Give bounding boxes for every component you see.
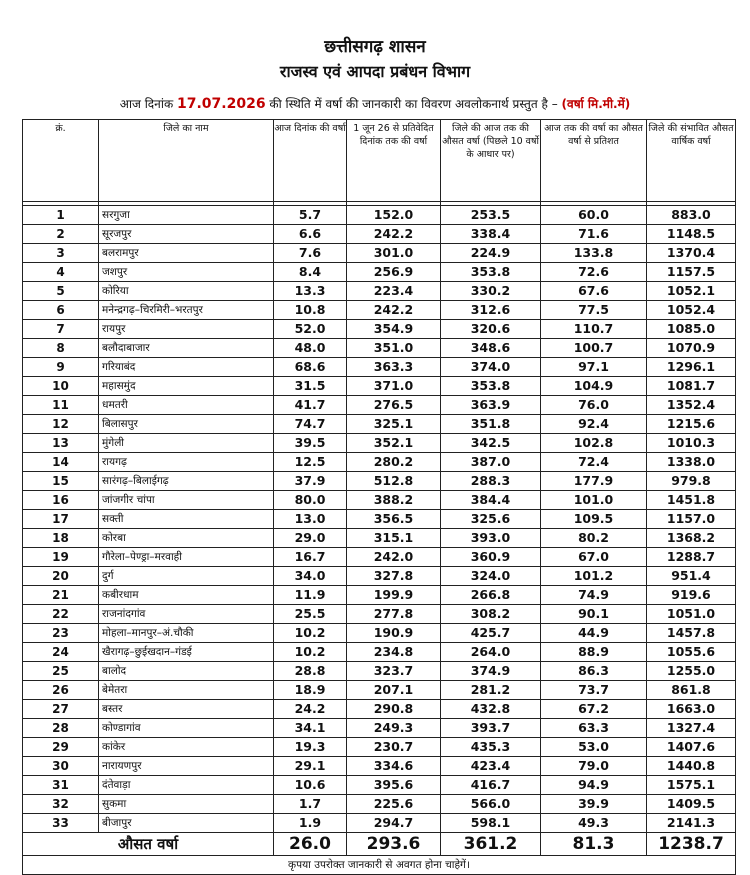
column-header-district: जिले का नाम bbox=[99, 120, 274, 202]
season-rain-cell: 334.6 bbox=[347, 757, 441, 776]
table-row bbox=[23, 491, 736, 510]
serial-number-cell: 21 bbox=[23, 586, 99, 605]
table-row bbox=[23, 662, 736, 681]
season-rain-cell: 395.6 bbox=[347, 776, 441, 795]
average-rain-cell: 325.6 bbox=[441, 510, 541, 529]
season-rain-cell: 512.8 bbox=[347, 472, 441, 491]
average-rain-cell: 320.6 bbox=[441, 320, 541, 339]
annual-average-cell: 1081.7 bbox=[647, 377, 736, 396]
annual-average-cell: 883.0 bbox=[647, 206, 736, 225]
table-row bbox=[23, 548, 736, 567]
district-name-cell: सरगुजा bbox=[99, 206, 274, 225]
percentage-cell: 100.7 bbox=[541, 339, 647, 358]
district-name-cell: बालोद bbox=[99, 662, 274, 681]
today-rain-cell: 18.9 bbox=[274, 681, 347, 700]
table-row bbox=[23, 244, 736, 263]
annual-average-cell: 1407.6 bbox=[647, 738, 736, 757]
district-name-cell: कांकेर bbox=[99, 738, 274, 757]
season-rain-cell: 230.7 bbox=[347, 738, 441, 757]
intro-middle: की स्थिति में वर्षा की जानकारी का विवरण अवलोकनार्थ प्रस्तुत है – bbox=[269, 97, 558, 111]
season-rain-cell: 315.1 bbox=[347, 529, 441, 548]
district-name-cell: राजनांदगांव bbox=[99, 605, 274, 624]
season-rain-cell: 327.8 bbox=[347, 567, 441, 586]
serial-number-cell: 28 bbox=[23, 719, 99, 738]
government-title: छत्तीसगढ़ शासन bbox=[324, 37, 426, 57]
annual-average-cell: 1327.4 bbox=[647, 719, 736, 738]
district-name-cell: सूरजपुर bbox=[99, 225, 274, 244]
serial-number-cell: 9 bbox=[23, 358, 99, 377]
serial-number-cell: 30 bbox=[23, 757, 99, 776]
district-name-cell: महासमुंद bbox=[99, 377, 274, 396]
season-rain-cell: 223.4 bbox=[347, 282, 441, 301]
serial-number-cell: 31 bbox=[23, 776, 99, 795]
annual-average-cell: 1575.1 bbox=[647, 776, 736, 795]
average-rain-cell: 353.8 bbox=[441, 377, 541, 396]
percentage-cell: 60.0 bbox=[541, 206, 647, 225]
district-name-cell: नारायणपुर bbox=[99, 757, 274, 776]
district-name-cell: बलौदाबाजार bbox=[99, 339, 274, 358]
today-rain-cell: 1.7 bbox=[274, 795, 347, 814]
today-rain-cell: 52.0 bbox=[274, 320, 347, 339]
season-rain-cell: 325.1 bbox=[347, 415, 441, 434]
annual-average-cell: 1255.0 bbox=[647, 662, 736, 681]
annual-average-cell: 1288.7 bbox=[647, 548, 736, 567]
annual-average-cell: 1457.8 bbox=[647, 624, 736, 643]
today-rain-cell: 10.2 bbox=[274, 643, 347, 662]
footer-note-row bbox=[23, 856, 736, 875]
season-rain-cell: 371.0 bbox=[347, 377, 441, 396]
annual-average-cell: 2141.3 bbox=[647, 814, 736, 833]
season-rain-cell: 242.0 bbox=[347, 548, 441, 567]
today-rain-cell: 16.7 bbox=[274, 548, 347, 567]
percentage-cell: 53.0 bbox=[541, 738, 647, 757]
percentage-cell: 67.0 bbox=[541, 548, 647, 567]
annual-average-cell: 1451.8 bbox=[647, 491, 736, 510]
percentage-cell: 80.2 bbox=[541, 529, 647, 548]
total-season-rain: 293.6 bbox=[347, 833, 441, 856]
average-rain-cell: 281.2 bbox=[441, 681, 541, 700]
season-rain-cell: 234.8 bbox=[347, 643, 441, 662]
today-rain-cell: 12.5 bbox=[274, 453, 347, 472]
annual-average-cell: 1215.6 bbox=[647, 415, 736, 434]
average-rain-cell: 266.8 bbox=[441, 586, 541, 605]
column-header-season-rain: 1 जून 26 से प्रतिवेदित दिनांक तक की वर्षा bbox=[347, 120, 441, 202]
season-rain-cell: 294.7 bbox=[347, 814, 441, 833]
table-row bbox=[23, 453, 736, 472]
annual-average-cell: 951.4 bbox=[647, 567, 736, 586]
percentage-cell: 97.1 bbox=[541, 358, 647, 377]
footer-note: कृपया उपरोक्त जानकारी से अवगत होना चाहेगें। bbox=[23, 856, 736, 875]
table-row bbox=[23, 510, 736, 529]
season-rain-cell: 290.8 bbox=[347, 700, 441, 719]
table-body bbox=[23, 202, 736, 833]
intro-prefix: आज दिनांक bbox=[119, 97, 174, 111]
season-rain-cell: 249.3 bbox=[347, 719, 441, 738]
season-rain-cell: 277.8 bbox=[347, 605, 441, 624]
season-rain-cell: 199.9 bbox=[347, 586, 441, 605]
table-row bbox=[23, 263, 736, 282]
annual-average-cell: 1148.5 bbox=[647, 225, 736, 244]
average-rain-cell: 384.4 bbox=[441, 491, 541, 510]
table-row bbox=[23, 814, 736, 833]
district-name-cell: गरियाबंद bbox=[99, 358, 274, 377]
serial-number-cell: 4 bbox=[23, 263, 99, 282]
today-rain-cell: 39.5 bbox=[274, 434, 347, 453]
district-name-cell: मुंगेली bbox=[99, 434, 274, 453]
annual-average-cell: 1338.0 bbox=[647, 453, 736, 472]
total-label: औसत वर्षा bbox=[23, 833, 274, 856]
season-rain-cell: 242.2 bbox=[347, 301, 441, 320]
average-rain-cell: 253.5 bbox=[441, 206, 541, 225]
report-date: 17.07.2026 bbox=[177, 96, 266, 112]
average-rain-cell: 348.6 bbox=[441, 339, 541, 358]
season-rain-cell: 207.1 bbox=[347, 681, 441, 700]
unit-label: (वर्षा मि.मी.में) bbox=[561, 97, 631, 111]
season-rain-cell: 242.2 bbox=[347, 225, 441, 244]
percentage-cell: 63.3 bbox=[541, 719, 647, 738]
serial-number-cell: 10 bbox=[23, 377, 99, 396]
district-name-cell: रायपुर bbox=[99, 320, 274, 339]
district-name-cell: कोण्डागांव bbox=[99, 719, 274, 738]
season-rain-cell: 323.7 bbox=[347, 662, 441, 681]
column-header-today-rain: आज दिनांक की वर्षा bbox=[274, 120, 347, 202]
today-rain-cell: 13.3 bbox=[274, 282, 347, 301]
table-row bbox=[23, 605, 736, 624]
average-rain-cell: 330.2 bbox=[441, 282, 541, 301]
annual-average-cell: 1296.1 bbox=[647, 358, 736, 377]
district-name-cell: मोहला–मानपुर–अं.चौकी bbox=[99, 624, 274, 643]
today-rain-cell: 6.6 bbox=[274, 225, 347, 244]
total-percentage: 81.3 bbox=[541, 833, 647, 856]
table-row bbox=[23, 795, 736, 814]
table-row bbox=[23, 643, 736, 662]
annual-average-cell: 1010.3 bbox=[647, 434, 736, 453]
today-rain-cell: 1.9 bbox=[274, 814, 347, 833]
serial-number-cell: 16 bbox=[23, 491, 99, 510]
serial-number-cell: 8 bbox=[23, 339, 99, 358]
average-rain-cell: 393.0 bbox=[441, 529, 541, 548]
today-rain-cell: 11.9 bbox=[274, 586, 347, 605]
average-rain-cell: 338.4 bbox=[441, 225, 541, 244]
district-name-cell: बीजापुर bbox=[99, 814, 274, 833]
today-rain-cell: 7.6 bbox=[274, 244, 347, 263]
today-rain-cell: 10.6 bbox=[274, 776, 347, 795]
serial-number-cell: 3 bbox=[23, 244, 99, 263]
annual-average-cell: 979.8 bbox=[647, 472, 736, 491]
percentage-cell: 177.9 bbox=[541, 472, 647, 491]
serial-number-cell: 20 bbox=[23, 567, 99, 586]
table-row bbox=[23, 757, 736, 776]
table-row bbox=[23, 776, 736, 795]
today-rain-cell: 34.1 bbox=[274, 719, 347, 738]
annual-average-cell: 1368.2 bbox=[647, 529, 736, 548]
percentage-cell: 49.3 bbox=[541, 814, 647, 833]
percentage-cell: 133.8 bbox=[541, 244, 647, 263]
table-row bbox=[23, 377, 736, 396]
annual-average-cell: 1663.0 bbox=[647, 700, 736, 719]
annual-average-cell: 1055.6 bbox=[647, 643, 736, 662]
annual-average-cell: 1052.4 bbox=[647, 301, 736, 320]
report-intro-line bbox=[0, 95, 750, 112]
average-rain-cell: 360.9 bbox=[441, 548, 541, 567]
percentage-cell: 88.9 bbox=[541, 643, 647, 662]
percentage-cell: 101.0 bbox=[541, 491, 647, 510]
serial-number-cell: 17 bbox=[23, 510, 99, 529]
serial-number-cell: 33 bbox=[23, 814, 99, 833]
percentage-cell: 67.2 bbox=[541, 700, 647, 719]
serial-number-cell: 6 bbox=[23, 301, 99, 320]
today-rain-cell: 80.0 bbox=[274, 491, 347, 510]
season-rain-cell: 351.0 bbox=[347, 339, 441, 358]
season-rain-cell: 276.5 bbox=[347, 396, 441, 415]
average-rain-cell: 432.8 bbox=[441, 700, 541, 719]
average-rain-cell: 425.7 bbox=[441, 624, 541, 643]
today-rain-cell: 34.0 bbox=[274, 567, 347, 586]
today-rain-cell: 29.0 bbox=[274, 529, 347, 548]
percentage-cell: 73.7 bbox=[541, 681, 647, 700]
today-rain-cell: 41.7 bbox=[274, 396, 347, 415]
average-rain-cell: 374.9 bbox=[441, 662, 541, 681]
today-rain-cell: 37.9 bbox=[274, 472, 347, 491]
district-name-cell: सुकमा bbox=[99, 795, 274, 814]
season-rain-cell: 256.9 bbox=[347, 263, 441, 282]
table-row bbox=[23, 415, 736, 434]
district-name-cell: सक्ती bbox=[99, 510, 274, 529]
serial-number-cell: 13 bbox=[23, 434, 99, 453]
column-header-serial: क्रं. bbox=[23, 120, 99, 202]
table-row bbox=[23, 225, 736, 244]
serial-number-cell: 2 bbox=[23, 225, 99, 244]
table-row bbox=[23, 624, 736, 643]
serial-number-cell: 27 bbox=[23, 700, 99, 719]
annual-average-cell: 1157.0 bbox=[647, 510, 736, 529]
average-rain-cell: 566.0 bbox=[441, 795, 541, 814]
today-rain-cell: 24.2 bbox=[274, 700, 347, 719]
table-row bbox=[23, 339, 736, 358]
district-name-cell: मनेन्द्रगढ़–चिरमिरी–भरतपुर bbox=[99, 301, 274, 320]
today-rain-cell: 8.4 bbox=[274, 263, 347, 282]
district-name-cell: दुर्ग bbox=[99, 567, 274, 586]
table-summary bbox=[23, 833, 736, 875]
percentage-cell: 109.5 bbox=[541, 510, 647, 529]
season-rain-cell: 280.2 bbox=[347, 453, 441, 472]
season-rain-cell: 352.1 bbox=[347, 434, 441, 453]
table-row bbox=[23, 738, 736, 757]
district-name-cell: जशपुर bbox=[99, 263, 274, 282]
district-name-cell: धमतरी bbox=[99, 396, 274, 415]
today-rain-cell: 68.6 bbox=[274, 358, 347, 377]
district-name-cell: बिलासपुर bbox=[99, 415, 274, 434]
rainfall-table bbox=[22, 119, 736, 875]
percentage-cell: 110.7 bbox=[541, 320, 647, 339]
serial-number-cell: 32 bbox=[23, 795, 99, 814]
table-row bbox=[23, 472, 736, 491]
today-rain-cell: 13.0 bbox=[274, 510, 347, 529]
annual-average-cell: 1352.4 bbox=[647, 396, 736, 415]
today-rain-cell: 5.7 bbox=[274, 206, 347, 225]
season-rain-cell: 388.2 bbox=[347, 491, 441, 510]
percentage-cell: 86.3 bbox=[541, 662, 647, 681]
serial-number-cell: 19 bbox=[23, 548, 99, 567]
average-rain-cell: 363.9 bbox=[441, 396, 541, 415]
column-header-annual-average: जिले की संभावित औसत वार्षिक वर्षा bbox=[647, 120, 736, 202]
district-name-cell: बेमेतरा bbox=[99, 681, 274, 700]
district-name-cell: बलरामपुर bbox=[99, 244, 274, 263]
today-rain-cell: 74.7 bbox=[274, 415, 347, 434]
average-rain-cell: 224.9 bbox=[441, 244, 541, 263]
season-rain-cell: 225.6 bbox=[347, 795, 441, 814]
percentage-cell: 39.9 bbox=[541, 795, 647, 814]
table-row bbox=[23, 434, 736, 453]
annual-average-cell: 919.6 bbox=[647, 586, 736, 605]
average-rain-cell: 288.3 bbox=[441, 472, 541, 491]
percentage-cell: 104.9 bbox=[541, 377, 647, 396]
average-rain-cell: 351.8 bbox=[441, 415, 541, 434]
table-row bbox=[23, 681, 736, 700]
average-rain-cell: 423.4 bbox=[441, 757, 541, 776]
season-rain-cell: 356.5 bbox=[347, 510, 441, 529]
district-name-cell: कोरिया bbox=[99, 282, 274, 301]
season-rain-cell: 354.9 bbox=[347, 320, 441, 339]
annual-average-cell: 1085.0 bbox=[647, 320, 736, 339]
average-rain-cell: 312.6 bbox=[441, 301, 541, 320]
annual-average-cell: 1051.0 bbox=[647, 605, 736, 624]
total-average-rain: 361.2 bbox=[441, 833, 541, 856]
percentage-cell: 72.4 bbox=[541, 453, 647, 472]
average-rain-cell: 435.3 bbox=[441, 738, 541, 757]
annual-average-cell: 861.8 bbox=[647, 681, 736, 700]
today-rain-cell: 31.5 bbox=[274, 377, 347, 396]
serial-number-cell: 1 bbox=[23, 206, 99, 225]
district-name-cell: रायगढ़ bbox=[99, 453, 274, 472]
average-rain-cell: 324.0 bbox=[441, 567, 541, 586]
serial-number-cell: 26 bbox=[23, 681, 99, 700]
annual-average-cell: 1440.8 bbox=[647, 757, 736, 776]
district-name-cell: गौरेला–पेण्ड्रा–मरवाही bbox=[99, 548, 274, 567]
table-row bbox=[23, 567, 736, 586]
average-rain-cell: 353.8 bbox=[441, 263, 541, 282]
annual-average-cell: 1052.1 bbox=[647, 282, 736, 301]
average-rain-cell: 264.0 bbox=[441, 643, 541, 662]
total-row bbox=[23, 833, 736, 856]
percentage-cell: 67.6 bbox=[541, 282, 647, 301]
serial-number-cell: 14 bbox=[23, 453, 99, 472]
percentage-cell: 94.9 bbox=[541, 776, 647, 795]
district-name-cell: बस्तर bbox=[99, 700, 274, 719]
serial-number-cell: 18 bbox=[23, 529, 99, 548]
total-today-rain: 26.0 bbox=[274, 833, 347, 856]
percentage-cell: 77.5 bbox=[541, 301, 647, 320]
serial-number-cell: 5 bbox=[23, 282, 99, 301]
table-row bbox=[23, 301, 736, 320]
serial-number-cell: 12 bbox=[23, 415, 99, 434]
district-name-cell: जांजगीर चांपा bbox=[99, 491, 274, 510]
serial-number-cell: 11 bbox=[23, 396, 99, 415]
serial-number-cell: 29 bbox=[23, 738, 99, 757]
season-rain-cell: 363.3 bbox=[347, 358, 441, 377]
average-rain-cell: 393.7 bbox=[441, 719, 541, 738]
annual-average-cell: 1370.4 bbox=[647, 244, 736, 263]
today-rain-cell: 19.3 bbox=[274, 738, 347, 757]
average-rain-cell: 342.5 bbox=[441, 434, 541, 453]
percentage-cell: 101.2 bbox=[541, 567, 647, 586]
today-rain-cell: 28.8 bbox=[274, 662, 347, 681]
department-title: राजस्व एवं आपदा प्रबंधन विभाग bbox=[279, 62, 471, 81]
column-header-average-rain: जिले की आज तक की औसत वर्षा (पिछले 10 वर्षो के आधार पर) bbox=[441, 120, 541, 202]
today-rain-cell: 29.1 bbox=[274, 757, 347, 776]
serial-number-cell: 24 bbox=[23, 643, 99, 662]
district-name-cell: दंतेवाड़ा bbox=[99, 776, 274, 795]
table-row bbox=[23, 396, 736, 415]
table-row bbox=[23, 700, 736, 719]
average-rain-cell: 416.7 bbox=[441, 776, 541, 795]
table-row bbox=[23, 358, 736, 377]
district-name-cell: खैरागढ़–छुईखदान–गंडई bbox=[99, 643, 274, 662]
serial-number-cell: 25 bbox=[23, 662, 99, 681]
percentage-cell: 92.4 bbox=[541, 415, 647, 434]
percentage-cell: 76.0 bbox=[541, 396, 647, 415]
table-row bbox=[23, 586, 736, 605]
serial-number-cell: 15 bbox=[23, 472, 99, 491]
table-row bbox=[23, 719, 736, 738]
percentage-cell: 102.8 bbox=[541, 434, 647, 453]
annual-average-cell: 1157.5 bbox=[647, 263, 736, 282]
table-header-row bbox=[23, 120, 736, 202]
table-row bbox=[23, 282, 736, 301]
annual-average-cell: 1409.5 bbox=[647, 795, 736, 814]
district-name-cell: कबीरधाम bbox=[99, 586, 274, 605]
percentage-cell: 72.6 bbox=[541, 263, 647, 282]
table-row bbox=[23, 206, 736, 225]
season-rain-cell: 152.0 bbox=[347, 206, 441, 225]
today-rain-cell: 10.8 bbox=[274, 301, 347, 320]
average-rain-cell: 374.0 bbox=[441, 358, 541, 377]
annual-average-cell: 1070.9 bbox=[647, 339, 736, 358]
table-row bbox=[23, 529, 736, 548]
average-rain-cell: 598.1 bbox=[441, 814, 541, 833]
table-row bbox=[23, 320, 736, 339]
district-name-cell: सारंगढ़–बिलाईगढ़ bbox=[99, 472, 274, 491]
today-rain-cell: 48.0 bbox=[274, 339, 347, 358]
column-header-percentage: आज तक की वर्षा का औसत वर्षा से प्रतिशत bbox=[541, 120, 647, 202]
percentage-cell: 71.6 bbox=[541, 225, 647, 244]
serial-number-cell: 22 bbox=[23, 605, 99, 624]
serial-number-cell: 7 bbox=[23, 320, 99, 339]
average-rain-cell: 387.0 bbox=[441, 453, 541, 472]
season-rain-cell: 190.9 bbox=[347, 624, 441, 643]
today-rain-cell: 10.2 bbox=[274, 624, 347, 643]
percentage-cell: 74.9 bbox=[541, 586, 647, 605]
percentage-cell: 90.1 bbox=[541, 605, 647, 624]
serial-number-cell: 23 bbox=[23, 624, 99, 643]
season-rain-cell: 301.0 bbox=[347, 244, 441, 263]
percentage-cell: 44.9 bbox=[541, 624, 647, 643]
average-rain-cell: 308.2 bbox=[441, 605, 541, 624]
total-annual-average: 1238.7 bbox=[647, 833, 736, 856]
district-name-cell: कोरबा bbox=[99, 529, 274, 548]
today-rain-cell: 25.5 bbox=[274, 605, 347, 624]
percentage-cell: 79.0 bbox=[541, 757, 647, 776]
